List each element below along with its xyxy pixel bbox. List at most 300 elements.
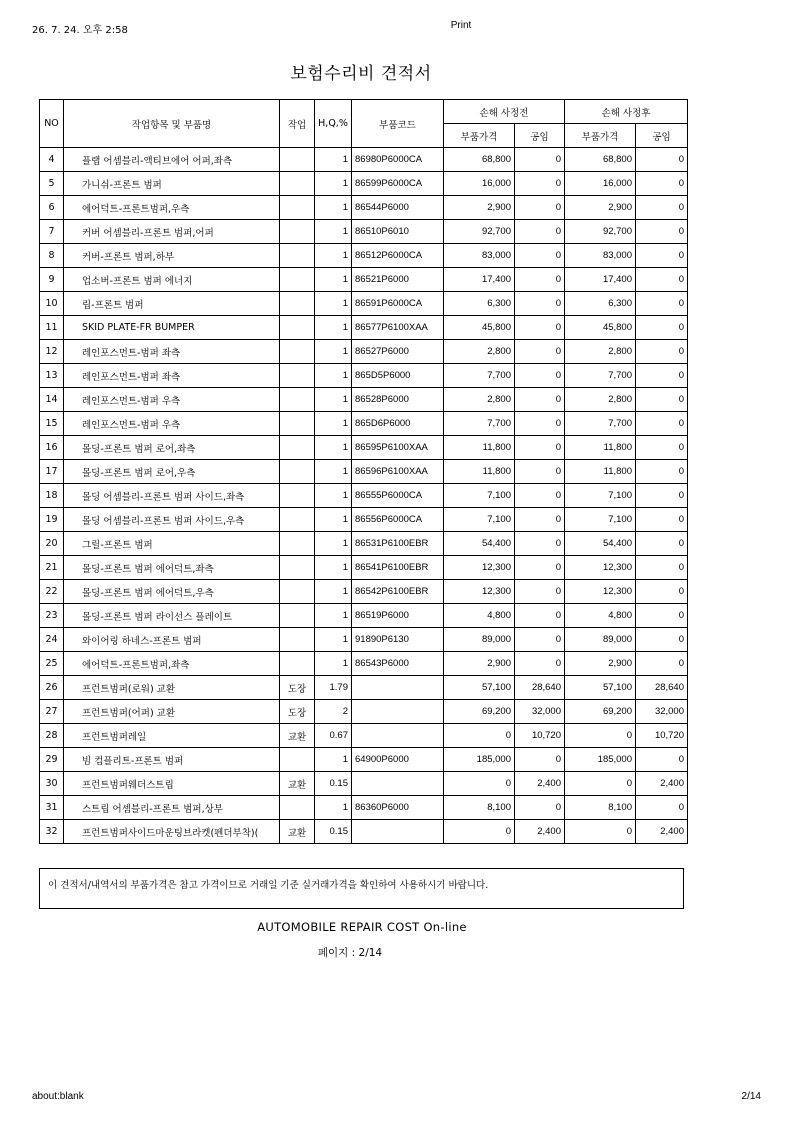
row-part-code: 86510P6010 bbox=[352, 220, 444, 244]
row-item-name: 와이어링 하네스-프론트 범퍼 bbox=[64, 628, 280, 652]
header-before: 손해 사정전 bbox=[444, 100, 565, 124]
row-price-before: 45,800 bbox=[444, 316, 515, 340]
row-labor-before: 28,640 bbox=[515, 676, 565, 700]
print-tab-title: Print bbox=[450, 20, 472, 31]
row-labor-after: 0 bbox=[636, 460, 688, 484]
row-item-name: 빔 컴플리트-프론트 범퍼 bbox=[64, 748, 280, 772]
row-hq: 1 bbox=[315, 316, 352, 340]
row-item-name: 립-프론트 범퍼 bbox=[64, 292, 280, 316]
table-row bbox=[40, 268, 688, 292]
row-no: 25 bbox=[40, 652, 64, 676]
row-part-code: 86577P6100XAA bbox=[352, 316, 444, 340]
row-no: 26 bbox=[40, 676, 64, 700]
row-labor-after: 0 bbox=[636, 220, 688, 244]
row-no: 27 bbox=[40, 700, 64, 724]
table-row bbox=[40, 580, 688, 604]
table-row bbox=[40, 604, 688, 628]
row-hq: 1 bbox=[315, 292, 352, 316]
row-price-before: 7,700 bbox=[444, 364, 515, 388]
header-item: 작업항목 및 부품명 bbox=[64, 100, 280, 148]
row-hq: 1.79 bbox=[315, 676, 352, 700]
row-item-name: 에어덕트-프론트범퍼,우측 bbox=[64, 196, 280, 220]
row-work: 도장 bbox=[280, 700, 315, 724]
row-no: 30 bbox=[40, 772, 64, 796]
row-hq: 1 bbox=[315, 172, 352, 196]
row-part-code: 86591P6000CA bbox=[352, 292, 444, 316]
row-labor-before: 32,000 bbox=[515, 700, 565, 724]
print-datetime: 26. 7. 24. 오후 2:58 bbox=[32, 25, 128, 36]
row-part-code: 86595P6100XAA bbox=[352, 436, 444, 460]
row-labor-before: 2,400 bbox=[515, 772, 565, 796]
row-price-before: 8,100 bbox=[444, 796, 515, 820]
table-row bbox=[40, 388, 688, 412]
row-price-after: 2,800 bbox=[565, 340, 636, 364]
row-hq: 1 bbox=[315, 340, 352, 364]
row-price-after: 7,700 bbox=[565, 364, 636, 388]
row-labor-after: 0 bbox=[636, 796, 688, 820]
row-item-name: 몰딩-프론트 범퍼 에어덕트,우측 bbox=[64, 580, 280, 604]
table-row bbox=[40, 772, 688, 796]
row-price-after: 185,000 bbox=[565, 748, 636, 772]
header-work: 작업 bbox=[280, 100, 315, 148]
estimate-table bbox=[39, 99, 688, 844]
row-item-name: 레인포스먼트-범퍼 우측 bbox=[64, 412, 280, 436]
row-price-after: 12,300 bbox=[565, 580, 636, 604]
row-price-before: 7,700 bbox=[444, 412, 515, 436]
row-part-code: 86531P6100EBR bbox=[352, 532, 444, 556]
row-no: 23 bbox=[40, 604, 64, 628]
row-price-before: 2,800 bbox=[444, 388, 515, 412]
row-hq: 1 bbox=[315, 148, 352, 172]
row-work bbox=[280, 148, 315, 172]
header-price-after: 부품가격 bbox=[565, 124, 636, 148]
row-part-code: 86512P6000CA bbox=[352, 244, 444, 268]
row-hq: 1 bbox=[315, 220, 352, 244]
header-code: 부품코드 bbox=[352, 100, 444, 148]
row-part-code: 865D5P6000 bbox=[352, 364, 444, 388]
header-labor-before: 공임 bbox=[515, 124, 565, 148]
row-hq: 2 bbox=[315, 700, 352, 724]
row-hq: 1 bbox=[315, 532, 352, 556]
row-item-name: SKID PLATE-FR BUMPER bbox=[64, 316, 280, 340]
row-no: 31 bbox=[40, 796, 64, 820]
row-item-name: 몰딩-프론트 범퍼 로어,좌측 bbox=[64, 436, 280, 460]
row-work bbox=[280, 796, 315, 820]
row-part-code bbox=[352, 772, 444, 796]
row-no: 14 bbox=[40, 388, 64, 412]
table-row bbox=[40, 748, 688, 772]
row-labor-after: 0 bbox=[636, 532, 688, 556]
table-row bbox=[40, 628, 688, 652]
row-price-before: 2,800 bbox=[444, 340, 515, 364]
row-labor-before: 0 bbox=[515, 148, 565, 172]
row-part-code bbox=[352, 676, 444, 700]
table-body bbox=[40, 148, 688, 844]
table-row bbox=[40, 652, 688, 676]
row-price-after: 11,800 bbox=[565, 460, 636, 484]
row-item-name: 몰딩-프론트 범퍼 라이선스 플레이트 bbox=[64, 604, 280, 628]
row-item-name: 몰딩-프론트 범퍼 로어,우측 bbox=[64, 460, 280, 484]
header-after: 손해 사정후 bbox=[565, 100, 688, 124]
print-page-indicator: 2/14 bbox=[741, 1091, 761, 1102]
row-item-name: 몰딩 어셈블리-프론트 범퍼 사이드,우측 bbox=[64, 508, 280, 532]
row-work bbox=[280, 292, 315, 316]
row-price-after: 45,800 bbox=[565, 316, 636, 340]
row-labor-before: 0 bbox=[515, 748, 565, 772]
row-no: 6 bbox=[40, 196, 64, 220]
row-price-after: 11,800 bbox=[565, 436, 636, 460]
row-labor-after: 0 bbox=[636, 340, 688, 364]
row-price-after: 83,000 bbox=[565, 244, 636, 268]
row-part-code: 86543P6000 bbox=[352, 652, 444, 676]
row-hq: 1 bbox=[315, 556, 352, 580]
row-price-before: 12,300 bbox=[444, 556, 515, 580]
row-item-name: 플랩 어셈블리-액티브에어 어퍼,좌측 bbox=[64, 148, 280, 172]
row-hq: 0.15 bbox=[315, 820, 352, 844]
row-work: 교환 bbox=[280, 724, 315, 748]
row-labor-before: 0 bbox=[515, 292, 565, 316]
row-item-name: 레인포스먼트-범퍼 좌측 bbox=[64, 364, 280, 388]
row-price-before: 89,000 bbox=[444, 628, 515, 652]
row-labor-before: 0 bbox=[515, 508, 565, 532]
row-price-after: 7,100 bbox=[565, 508, 636, 532]
row-work: 교환 bbox=[280, 772, 315, 796]
table-row bbox=[40, 340, 688, 364]
row-no: 11 bbox=[40, 316, 64, 340]
row-price-after: 8,100 bbox=[565, 796, 636, 820]
row-price-before: 7,100 bbox=[444, 508, 515, 532]
row-no: 13 bbox=[40, 364, 64, 388]
row-no: 32 bbox=[40, 820, 64, 844]
row-part-code: 86980P6000CA bbox=[352, 148, 444, 172]
row-labor-after: 0 bbox=[636, 580, 688, 604]
header-labor-after: 공임 bbox=[636, 124, 688, 148]
row-price-before: 92,700 bbox=[444, 220, 515, 244]
row-price-before: 11,800 bbox=[444, 460, 515, 484]
row-labor-before: 0 bbox=[515, 244, 565, 268]
row-no: 8 bbox=[40, 244, 64, 268]
row-part-code: 86360P6000 bbox=[352, 796, 444, 820]
row-price-after: 0 bbox=[565, 772, 636, 796]
row-hq: 1 bbox=[315, 388, 352, 412]
row-labor-before: 0 bbox=[515, 436, 565, 460]
row-hq: 1 bbox=[315, 244, 352, 268]
row-price-after: 54,400 bbox=[565, 532, 636, 556]
row-no: 4 bbox=[40, 148, 64, 172]
row-price-after: 17,400 bbox=[565, 268, 636, 292]
row-item-name: 프런트범퍼(어퍼) 교환 bbox=[64, 700, 280, 724]
row-price-before: 4,800 bbox=[444, 604, 515, 628]
table-row bbox=[40, 532, 688, 556]
row-price-before: 54,400 bbox=[444, 532, 515, 556]
table-row bbox=[40, 364, 688, 388]
row-labor-after: 0 bbox=[636, 388, 688, 412]
table-row bbox=[40, 244, 688, 268]
page-title: 보험수리비 견적서 bbox=[290, 64, 432, 84]
row-no: 20 bbox=[40, 532, 64, 556]
row-labor-after: 0 bbox=[636, 412, 688, 436]
row-part-code: 86542P6100EBR bbox=[352, 580, 444, 604]
print-url: about:blank bbox=[32, 1091, 84, 1102]
row-labor-after: 0 bbox=[636, 268, 688, 292]
row-item-name: 그릴-프론트 범퍼 bbox=[64, 532, 280, 556]
row-price-after: 0 bbox=[565, 724, 636, 748]
row-hq: 1 bbox=[315, 748, 352, 772]
row-hq: 1 bbox=[315, 436, 352, 460]
table-row bbox=[40, 220, 688, 244]
row-price-after: 2,800 bbox=[565, 388, 636, 412]
row-labor-after: 28,640 bbox=[636, 676, 688, 700]
row-labor-before: 0 bbox=[515, 196, 565, 220]
row-work bbox=[280, 556, 315, 580]
row-price-after: 6,300 bbox=[565, 292, 636, 316]
row-part-code: 91890P6130 bbox=[352, 628, 444, 652]
row-work bbox=[280, 244, 315, 268]
row-work bbox=[280, 412, 315, 436]
row-work bbox=[280, 220, 315, 244]
table-row bbox=[40, 148, 688, 172]
row-work bbox=[280, 748, 315, 772]
row-labor-after: 0 bbox=[636, 484, 688, 508]
row-labor-before: 0 bbox=[515, 364, 565, 388]
row-labor-before: 2,400 bbox=[515, 820, 565, 844]
row-price-before: 11,800 bbox=[444, 436, 515, 460]
row-labor-before: 0 bbox=[515, 388, 565, 412]
row-hq: 1 bbox=[315, 196, 352, 220]
row-labor-after: 0 bbox=[636, 748, 688, 772]
row-hq: 1 bbox=[315, 508, 352, 532]
row-labor-before: 0 bbox=[515, 268, 565, 292]
row-no: 7 bbox=[40, 220, 64, 244]
row-price-after: 92,700 bbox=[565, 220, 636, 244]
row-item-name: 프런트범퍼(로워) 교환 bbox=[64, 676, 280, 700]
row-work bbox=[280, 580, 315, 604]
row-no: 17 bbox=[40, 460, 64, 484]
row-hq: 1 bbox=[315, 652, 352, 676]
table-row bbox=[40, 796, 688, 820]
row-work bbox=[280, 532, 315, 556]
row-work bbox=[280, 268, 315, 292]
row-labor-before: 0 bbox=[515, 460, 565, 484]
row-price-before: 57,100 bbox=[444, 676, 515, 700]
table-header bbox=[40, 100, 688, 148]
row-work bbox=[280, 316, 315, 340]
row-labor-before: 0 bbox=[515, 532, 565, 556]
row-labor-before: 0 bbox=[515, 220, 565, 244]
row-work bbox=[280, 652, 315, 676]
row-price-after: 68,800 bbox=[565, 148, 636, 172]
row-hq: 1 bbox=[315, 604, 352, 628]
notice-text: 이 견적서/내역서의 부품가격은 참고 가격이므로 거래일 기준 실거래가격을 확인하여 사용하시기 바랍니다. bbox=[48, 880, 489, 891]
row-price-after: 89,000 bbox=[565, 628, 636, 652]
row-no: 9 bbox=[40, 268, 64, 292]
row-price-before: 69,200 bbox=[444, 700, 515, 724]
row-price-before: 83,000 bbox=[444, 244, 515, 268]
row-labor-after: 2,400 bbox=[636, 820, 688, 844]
row-part-code bbox=[352, 700, 444, 724]
row-no: 24 bbox=[40, 628, 64, 652]
row-work bbox=[280, 508, 315, 532]
row-price-after: 12,300 bbox=[565, 556, 636, 580]
row-work bbox=[280, 484, 315, 508]
row-labor-before: 0 bbox=[515, 628, 565, 652]
row-work bbox=[280, 196, 315, 220]
row-price-before: 12,300 bbox=[444, 580, 515, 604]
table-row bbox=[40, 292, 688, 316]
row-price-before: 185,000 bbox=[444, 748, 515, 772]
header-hq: H,Q,% bbox=[315, 100, 352, 148]
row-no: 22 bbox=[40, 580, 64, 604]
row-item-name: 프런트범퍼웨더스트립 bbox=[64, 772, 280, 796]
row-no: 16 bbox=[40, 436, 64, 460]
row-part-code: 86556P6000CA bbox=[352, 508, 444, 532]
row-price-after: 16,000 bbox=[565, 172, 636, 196]
row-part-code: 86521P6000 bbox=[352, 268, 444, 292]
row-work bbox=[280, 628, 315, 652]
table-row bbox=[40, 556, 688, 580]
row-hq: 0.15 bbox=[315, 772, 352, 796]
row-labor-before: 0 bbox=[515, 652, 565, 676]
table-row bbox=[40, 412, 688, 436]
row-hq: 1 bbox=[315, 580, 352, 604]
row-labor-before: 0 bbox=[515, 340, 565, 364]
row-price-after: 69,200 bbox=[565, 700, 636, 724]
row-price-after: 0 bbox=[565, 820, 636, 844]
row-no: 5 bbox=[40, 172, 64, 196]
row-labor-after: 0 bbox=[636, 172, 688, 196]
row-work bbox=[280, 388, 315, 412]
row-no: 29 bbox=[40, 748, 64, 772]
row-item-name: 레인포스먼트-범퍼 우측 bbox=[64, 388, 280, 412]
table-row bbox=[40, 172, 688, 196]
row-labor-after: 0 bbox=[636, 196, 688, 220]
row-hq: 0.67 bbox=[315, 724, 352, 748]
row-work bbox=[280, 604, 315, 628]
row-no: 21 bbox=[40, 556, 64, 580]
table-row bbox=[40, 460, 688, 484]
notice-box bbox=[39, 868, 684, 909]
row-price-after: 4,800 bbox=[565, 604, 636, 628]
row-work bbox=[280, 364, 315, 388]
row-hq: 1 bbox=[315, 460, 352, 484]
header-no: NO bbox=[40, 100, 64, 148]
row-labor-after: 0 bbox=[636, 604, 688, 628]
row-part-code: 86527P6000 bbox=[352, 340, 444, 364]
row-price-after: 7,100 bbox=[565, 484, 636, 508]
row-no: 18 bbox=[40, 484, 64, 508]
row-labor-after: 0 bbox=[636, 316, 688, 340]
row-part-code: 86599P6000CA bbox=[352, 172, 444, 196]
row-labor-before: 0 bbox=[515, 796, 565, 820]
row-price-after: 2,900 bbox=[565, 196, 636, 220]
row-part-code: 865D6P6000 bbox=[352, 412, 444, 436]
row-labor-after: 0 bbox=[636, 508, 688, 532]
row-item-name: 프런트범퍼사이드마운팅브라켓(펜더부착)( bbox=[64, 820, 280, 844]
row-part-code: 86519P6000 bbox=[352, 604, 444, 628]
row-item-name: 스트립 어셈블리-프론트 범퍼,상부 bbox=[64, 796, 280, 820]
row-labor-after: 0 bbox=[636, 652, 688, 676]
row-item-name: 커버-프론트 범퍼,하부 bbox=[64, 244, 280, 268]
row-labor-before: 0 bbox=[515, 412, 565, 436]
row-price-before: 17,400 bbox=[444, 268, 515, 292]
row-price-before: 0 bbox=[444, 820, 515, 844]
row-part-code: 86596P6100XAA bbox=[352, 460, 444, 484]
table-row bbox=[40, 196, 688, 220]
row-item-name: 가니쉬-프론트 범퍼 bbox=[64, 172, 280, 196]
row-hq: 1 bbox=[315, 412, 352, 436]
row-price-before: 16,000 bbox=[444, 172, 515, 196]
table-row bbox=[40, 700, 688, 724]
page-label: 페이지 : 2/14 bbox=[317, 947, 383, 959]
row-price-before: 7,100 bbox=[444, 484, 515, 508]
row-price-after: 57,100 bbox=[565, 676, 636, 700]
row-item-name: 업소버-프론트 범퍼 에너지 bbox=[64, 268, 280, 292]
row-labor-after: 0 bbox=[636, 436, 688, 460]
row-labor-after: 0 bbox=[636, 628, 688, 652]
row-labor-before: 0 bbox=[515, 316, 565, 340]
row-part-code bbox=[352, 820, 444, 844]
row-hq: 1 bbox=[315, 628, 352, 652]
row-hq: 1 bbox=[315, 796, 352, 820]
row-price-before: 2,900 bbox=[444, 652, 515, 676]
row-labor-after: 0 bbox=[636, 364, 688, 388]
row-work bbox=[280, 460, 315, 484]
row-price-before: 0 bbox=[444, 772, 515, 796]
row-labor-after: 0 bbox=[636, 244, 688, 268]
row-work bbox=[280, 436, 315, 460]
row-labor-before: 0 bbox=[515, 604, 565, 628]
row-hq: 1 bbox=[315, 364, 352, 388]
row-part-code: 86528P6000 bbox=[352, 388, 444, 412]
header-price-before: 부품가격 bbox=[444, 124, 515, 148]
row-work bbox=[280, 172, 315, 196]
row-item-name: 커버 어셈블리-프론트 범퍼,어퍼 bbox=[64, 220, 280, 244]
row-labor-before: 0 bbox=[515, 172, 565, 196]
table-row bbox=[40, 820, 688, 844]
table-row bbox=[40, 508, 688, 532]
row-labor-after: 0 bbox=[636, 292, 688, 316]
row-work: 교환 bbox=[280, 820, 315, 844]
row-item-name: 몰딩 어셈블리-프론트 범퍼 사이드,좌측 bbox=[64, 484, 280, 508]
row-no: 15 bbox=[40, 412, 64, 436]
row-price-before: 2,900 bbox=[444, 196, 515, 220]
row-labor-before: 0 bbox=[515, 580, 565, 604]
table-row bbox=[40, 436, 688, 460]
row-no: 28 bbox=[40, 724, 64, 748]
row-price-before: 0 bbox=[444, 724, 515, 748]
table-row bbox=[40, 724, 688, 748]
row-work: 도장 bbox=[280, 676, 315, 700]
row-labor-before: 10,720 bbox=[515, 724, 565, 748]
row-item-name: 에어덕트-프론트범퍼,좌측 bbox=[64, 652, 280, 676]
row-hq: 1 bbox=[315, 484, 352, 508]
row-labor-after: 0 bbox=[636, 556, 688, 580]
table-row bbox=[40, 676, 688, 700]
row-price-after: 2,900 bbox=[565, 652, 636, 676]
row-part-code: 86544P6000 bbox=[352, 196, 444, 220]
row-work bbox=[280, 340, 315, 364]
table-row bbox=[40, 316, 688, 340]
row-price-before: 6,300 bbox=[444, 292, 515, 316]
row-part-code: 64900P6000 bbox=[352, 748, 444, 772]
row-labor-after: 10,720 bbox=[636, 724, 688, 748]
row-labor-before: 0 bbox=[515, 556, 565, 580]
row-part-code: 86541P6100EBR bbox=[352, 556, 444, 580]
row-no: 12 bbox=[40, 340, 64, 364]
row-part-code: 86555P6000CA bbox=[352, 484, 444, 508]
row-labor-after: 0 bbox=[636, 148, 688, 172]
row-item-name: 레인포스먼트-범퍼 좌측 bbox=[64, 340, 280, 364]
